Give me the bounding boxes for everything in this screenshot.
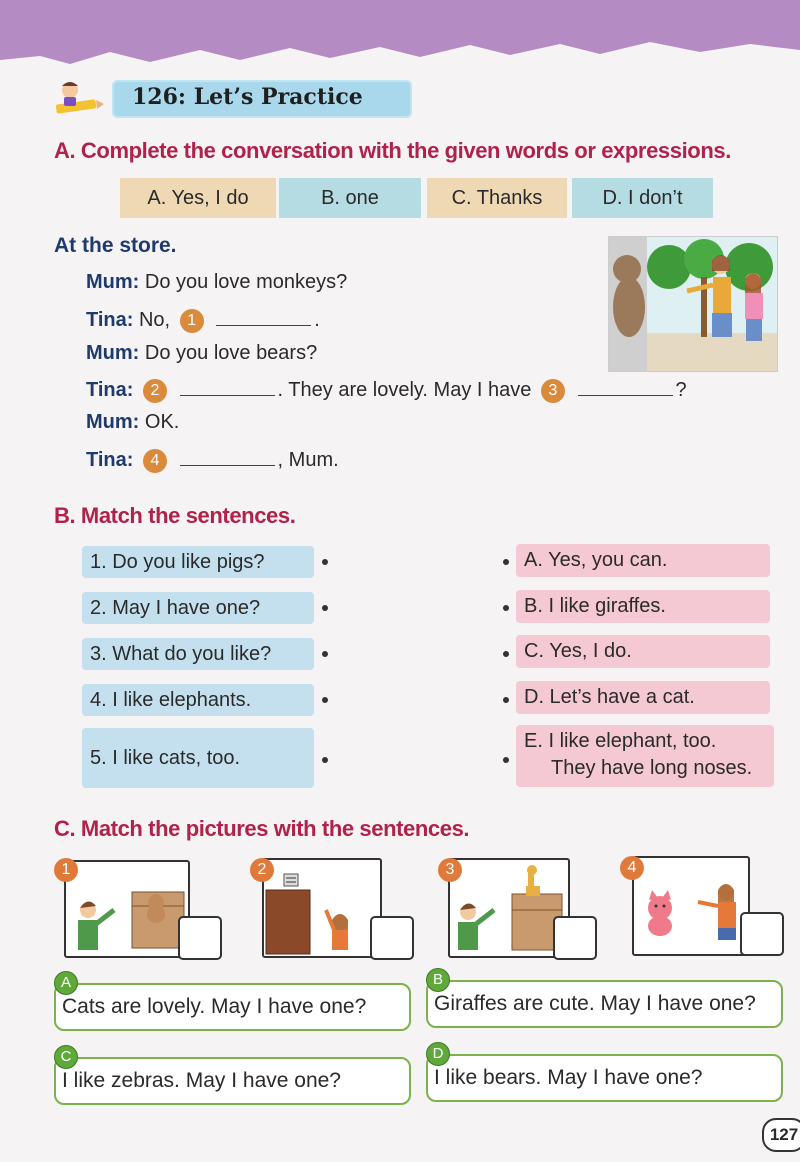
blank-number-4: 4 xyxy=(143,449,167,473)
dialogue-line-6: Tina: 4 , Mum. xyxy=(86,449,339,471)
answer-b: B. I like giraffes. xyxy=(516,590,770,623)
sentence-letter-b: B xyxy=(426,968,450,992)
store-illustration xyxy=(608,236,778,372)
answer-a: A. Yes, you can. xyxy=(516,544,770,577)
question-5: 5. I like cats, too. xyxy=(82,728,314,788)
match-dot-left-3[interactable] xyxy=(322,651,328,657)
blank-number-3: 3 xyxy=(541,379,565,403)
sentence-letter-a: A xyxy=(54,971,78,995)
picture-number-3: 3 xyxy=(438,858,462,882)
match-dot-right-a[interactable] xyxy=(503,559,509,565)
blank-1[interactable] xyxy=(216,307,311,326)
sentence-a: Cats are lovely. May I have one? xyxy=(54,983,411,1031)
answer-e-line-1: E. I like elephant, too. xyxy=(524,730,717,752)
match-dot-right-b[interactable] xyxy=(503,605,509,611)
answer-box-3[interactable] xyxy=(553,916,597,960)
question-2: 2. May I have one? xyxy=(82,592,314,624)
blank-number-2: 2 xyxy=(143,379,167,403)
match-dot-left-4[interactable] xyxy=(322,697,328,703)
option-b: B. one xyxy=(279,178,421,218)
sentence-letter-c: C xyxy=(54,1045,78,1069)
answer-e xyxy=(516,725,774,787)
blank-4[interactable] xyxy=(180,447,275,466)
picture-3 xyxy=(448,858,570,958)
picture-2 xyxy=(262,858,382,958)
answer-box-2[interactable] xyxy=(370,916,414,960)
picture-number-2: 2 xyxy=(250,858,274,882)
match-dot-left-2[interactable] xyxy=(322,605,328,611)
question-3: 3. What do you like? xyxy=(82,638,314,670)
answer-e-line-2: They have long noses. xyxy=(551,757,753,779)
blank-number-1: 1 xyxy=(180,309,204,333)
match-dot-right-d[interactable] xyxy=(503,697,509,703)
picture-number-1: 1 xyxy=(54,858,78,882)
answer-box-1[interactable] xyxy=(178,916,222,960)
answer-box-4[interactable] xyxy=(740,912,784,956)
section-c-title: C. Match the pictures with the sentences. xyxy=(54,816,470,841)
option-a: A. Yes, I do xyxy=(120,178,276,218)
dialogue-line-1: Mum: Do you love monkeys? xyxy=(86,271,348,293)
answer-c: C. Yes, I do. xyxy=(516,635,770,668)
page-title: 126: Let’s Practice xyxy=(132,84,363,110)
picture-number-4: 4 xyxy=(620,856,644,880)
match-dot-right-c[interactable] xyxy=(503,651,509,657)
pencil-kid-icon xyxy=(52,78,104,120)
picture-4 xyxy=(632,856,750,956)
section-b-title: B. Match the sentences. xyxy=(54,503,296,528)
option-d: D. I don’t xyxy=(572,178,713,218)
sentence-d: I like bears. May I have one? xyxy=(426,1054,783,1102)
answer-d: D. Let’s have a cat. xyxy=(516,681,770,714)
match-dot-left-5[interactable] xyxy=(322,757,328,763)
question-1: 1. Do you like pigs? xyxy=(82,546,314,578)
picture-1 xyxy=(64,860,190,958)
sentence-letter-d: D xyxy=(426,1042,450,1066)
blank-3[interactable] xyxy=(578,377,673,396)
sentence-c: I like zebras. May I have one? xyxy=(54,1057,411,1105)
dialogue-line-3: Mum: Do you love bears? xyxy=(86,342,318,364)
blank-2[interactable] xyxy=(180,377,275,396)
store-title: At the store. xyxy=(54,234,177,257)
section-a-title: A. Complete the conversation with the given words or expressions. xyxy=(54,138,731,163)
dialogue-line-4: Tina: 2 . They are lovely. May I have 3 ? xyxy=(86,379,687,401)
sentence-b: Giraffes are cute. May I have one? xyxy=(426,980,783,1028)
page-number: 127 xyxy=(762,1118,800,1152)
dialogue-line-2: Tina: No, 1 . xyxy=(86,309,320,331)
question-4: 4. I like elephants. xyxy=(82,684,314,716)
option-c: C. Thanks xyxy=(427,178,567,218)
dialogue-line-5: Mum: OK. xyxy=(86,411,180,433)
match-dot-left-1[interactable] xyxy=(322,559,328,565)
match-dot-right-e[interactable] xyxy=(503,757,509,763)
